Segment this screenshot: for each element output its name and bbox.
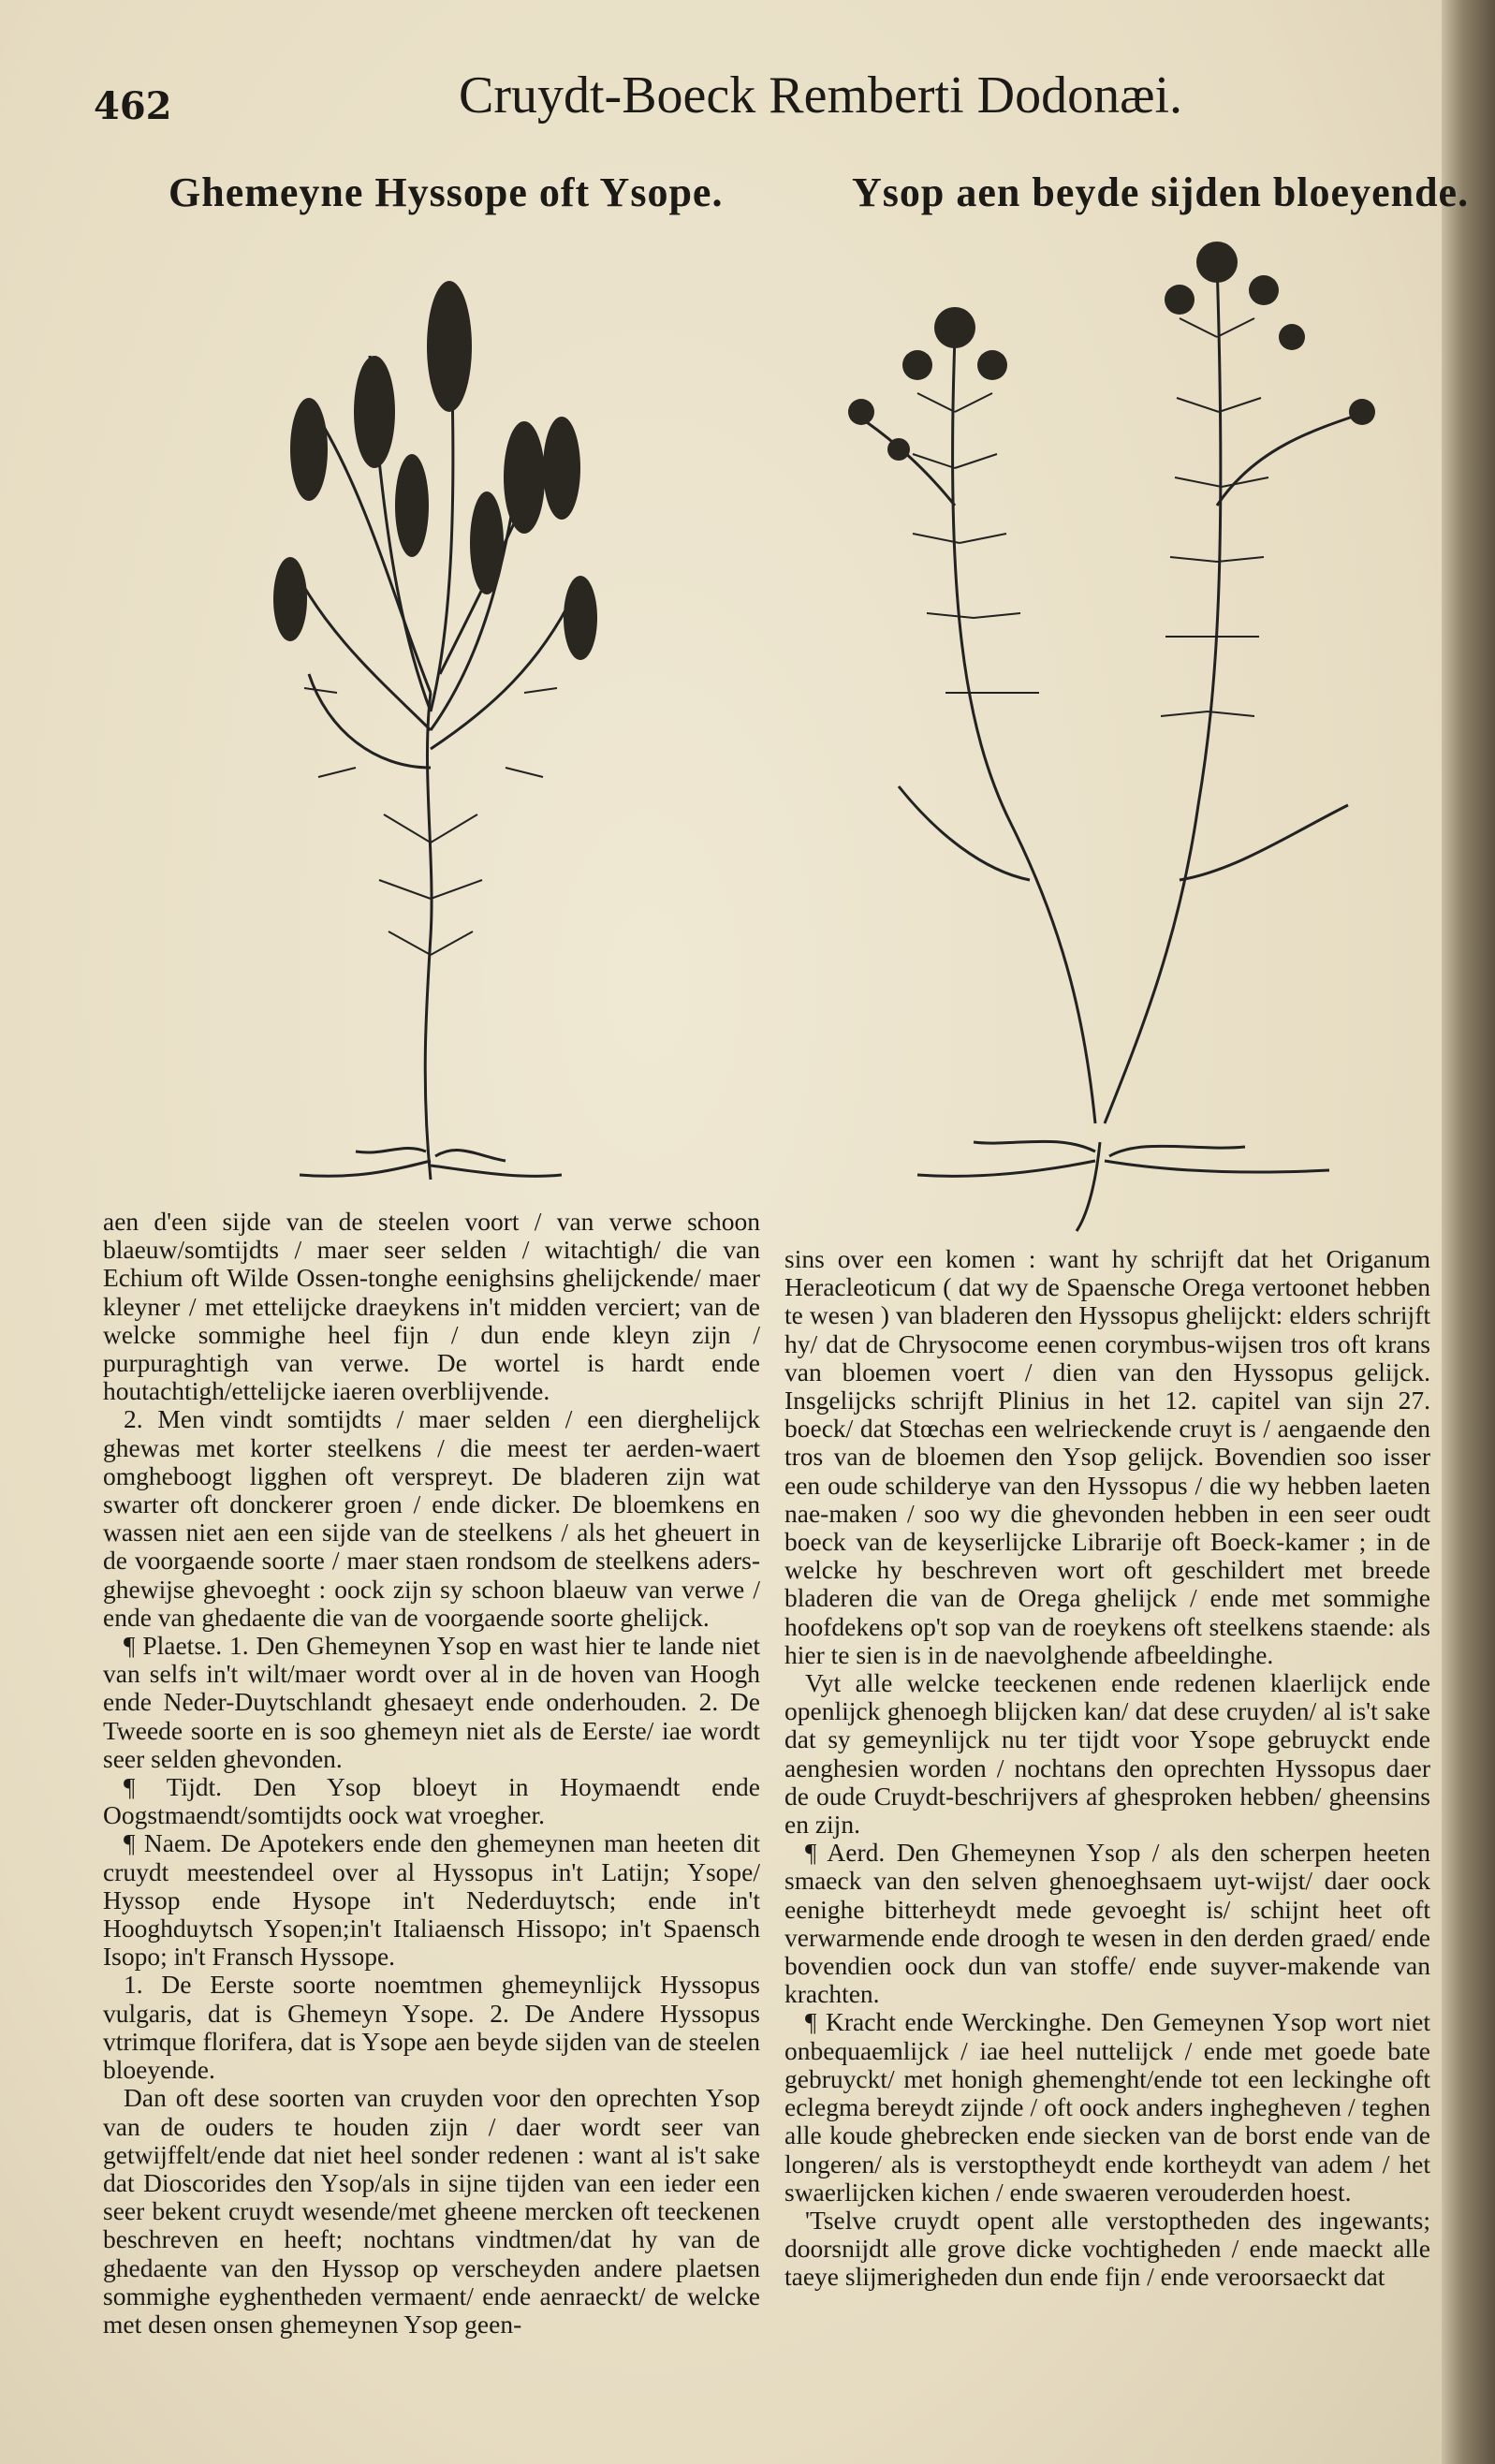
paragraph: ¶ Naem. De Apotekers ende den ghemeynen man heeten dit cruydt meestendeel over al Hyssopus in't Latijn; Ysope/ Hyssop ende Hysope in't Nederduytsch; ende in't Hooghduytsch Ysopen;in't Italiaensch Hissopo; in't Spaensch Isopo; in't Fransch Hyssope. (103, 1828, 760, 1972)
page-header (94, 66, 1423, 131)
text-column-right (784, 1245, 1430, 2292)
caption-right: Ysop aen beyde sijden bloeyende. (852, 169, 1470, 215)
book-gutter (1442, 0, 1495, 2464)
paragraph: sins over een komen : want hy schrijft dat het Origanum Heracleoticum ( dat wy de Spaensche Orega vertoonet hebben te wesen ) van bladeren den Hyssopus ghelijckt: elders schrijft hy/ dat de Chrysocome eenen corymbus-wijsen tros oft krans van bloemen voert / dien van den Hyssopus gelijck. Insgelijcks schrijft Plinius in het 12. capitel van sijn 27. boeck/ dat Stœchas een welrieckende cruyt is / aengaende den tros van de bloemen den Ysop gelijck. Bovendien soo isser een oude schilderye van den Hyssopus / die wy hebben laeten nae-maken / soo wy die ghevonden hebben in een seer oudt boeck van de keyserlijcke Librarije oft Boeck-kamer ; in de welcke hy beschreven wort oft geschildert met breede bladeren die van de Orega ghelijck / ende met sommighe hoofdekens op't sop van de roeykens oft steelkens staende: als hier te sien is in de naevolghende afbeeldinghe. (784, 1244, 1430, 1669)
woodcut-hyssop-both-sides (843, 225, 1404, 1236)
paragraph: Dan oft dese soorten van cruyden voor den oprechten Ysop van de ouders te houden zijn / daer wordt seer van getwijffelt/ende dat niet heel sonder redenen : want al is't sake dat Dioscorides den Ysop/als in sijne tijden van een ieder een seer bekent cruydt wesende/met gheene mercken oft teeckenen beschreven en heeft; nochtans vindtmen/dat hy van de ghedaente van den Hyssop op verscheyden andere plaetsen sommighe eyghentheden vermaent/ ende aenraeckt/ de welcke met desen onsen ghemeynen Ysop geen- (103, 2083, 760, 2339)
woodcut-common-hyssop (169, 243, 693, 1198)
paragraph: 'Tselve cruydt opent alle verstoptheden des ingewants; doorsnijdt alle grove dicke vochtigheden / ende maeckt alle taeye slijmerigheden dun ende fijn / ende veroorsaeckt dat (784, 2205, 1430, 2292)
text-column-left (103, 1208, 760, 2339)
paragraph: aen d'een sijde van de steelen voort / van verwe schoon blaeuw/somtijdts / maer seer selden / witachtigh/ die van Echium oft Wilde Ossen-tonghe eenighsins ghelijckende/ maer kleyner / met ettelijcke draeykens in't midden verciert; van de welcke sommighe heel fijn / dun ende kleyn zijn / purpuraghtigh van verwe. De wortel is hardt ende houtachtigh/ettelijcke iaeren overblijvende. (103, 1207, 760, 1406)
paragraph: 2. Men vindt somtijdts / maer selden / een dierghelijck ghewas met korter steelkens / die meest ter aerden-waert omgheboogt ligghen oft verspreyt. De bladeren zijn wat swarter oft donckerer groen / ende dicker. De bloemkens en wassen niet aen een sijde van de steelkens / als het gheuert in de voorgaende soorte / maer staen rondsom de steelkens aders-ghewijse ghevoeght : oock zijn sy schoon blaeuw van verwe / ende van ghedaente die van de voorgaende soorte ghelijck. (103, 1404, 760, 1632)
paragraph: ¶ Aerd. Den Ghemeynen Ysop / als den scherpen heeten smaeck van den selven ghenoeghsaem uyt-wijst/ daer oock eenighe bitterheydt mede gevoeght is/ schijnt heet oft verwarmende ende droogh te wesen in den derden graed/ ende bovendien oock dun van stoffe/ ende suyver-makende van krachten. (784, 1838, 1430, 2009)
page-number: 462 (94, 84, 172, 128)
caption-left: Ghemeyne Hyssope oft Ysope. (169, 169, 724, 215)
paragraph: ¶ Kracht ende Werckinghe. Den Gemeynen Ysop wort niet onbequaemlijck / iae heel nuttelijck / ende met goede bate gebruyckt/ met honigh ghemenght/ende tot een leckinghe oft eclegma bereydt zijnde / oft oock anders inghegheven / teghen alle koude ghebrecken ende siecken van de borst ende van de longeren/ als is verstoptheydt ende kortheydt van adem / het swaerlijcken kichen / ende swaeren verouderden hoest. (784, 2007, 1430, 2207)
paragraph: ¶ Tijdt. Den Ysop bloeyt in Hoymaendt ende Oogstmaendt/somtijdts oock wat vroegher. (103, 1772, 760, 1830)
paragraph: 1. De Eerste soorte noemtmen ghemeynlijck Hyssopus vulgaris, dat is Ghemeyn Ysope. 2. De Andere Hyssopus vtrimque florifera, dat is Ysope aen beyde sijden van de steelen bloeyende. (103, 1970, 760, 2085)
paragraph: Vyt alle welcke teeckenen ende redenen klaerlijck ende openlijck ghenoegh blijcken kan/ dat dese cruyden/ al is't sake dat sy gemeynlijck nu ter tijdt voor Ysope gebruyckt ende aenghesien worden / nochtans den oprechten Hyssopus daer de oude Cruydt-beschrijvers af ghesproken hebben/ gheensins en zijn. (784, 1668, 1430, 1840)
running-head: Cruydt-Boeck Remberti Dodonæi. (459, 66, 1183, 125)
paragraph: ¶ Plaetse. 1. Den Ghemeynen Ysop en wast hier te lande niet van selfs in't wilt/maer wordt over al in de hoven van Hoogh ende Neder-Duytschlandt ghesaeyt ende onderhouden. 2. De Tweede soorte en is soo ghemeyn niet als de Eerste/ iae wordt seer selden ghevonden. (103, 1631, 760, 1773)
